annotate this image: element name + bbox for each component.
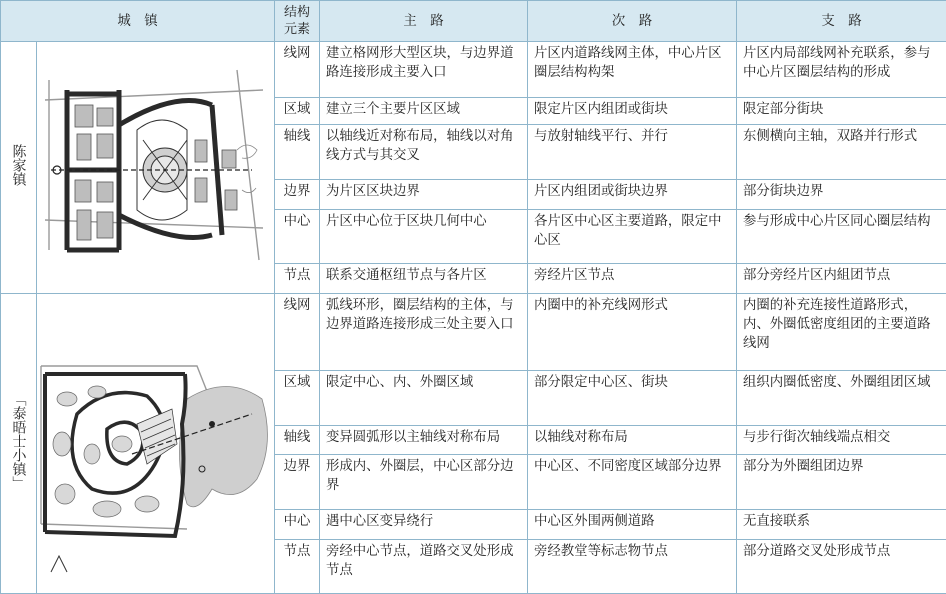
branch-road-cell: 内圈的补充连接性道路形式，内、外圈低密度组团的主要道路线网 [737,294,946,371]
main-road-cell: 变异圆弧形以主轴线对称布局 [320,425,528,454]
element-cell: 中心 [275,509,320,539]
secondary-road-cell: 以轴线对称布局 [528,425,737,454]
main-road-cell: 形成内、外圈层，中心区部分边界 [320,454,528,509]
element-cell: 轴线 [275,425,320,454]
element-cell: 线网 [275,42,320,98]
secondary-road-cell: 中心区、不同密度区域部分边界 [528,454,737,509]
secondary-road-cell: 各片区中心区主要道路，限定中心区 [528,209,737,264]
main-road-cell: 片区中心位于区块几何中心 [320,209,528,264]
secondary-road-cell: 限定片区内组团或街块 [528,97,737,124]
secondary-road-cell: 部分限定中心区、街块 [528,370,737,425]
branch-road-cell: 参与形成中心片区同心圈层结构 [737,209,946,264]
branch-road-cell: 限定部分街块 [737,97,946,124]
branch-road-cell: 东侧横向主轴，双路并行形式 [737,125,946,180]
secondary-road-cell: 中心区外围两侧道路 [528,509,737,539]
secondary-road-cell: 片区内组团或街块边界 [528,180,737,210]
secondary-road-cell: 旁经片区节点 [528,264,737,294]
secondary-road-cell: 片区内道路线网主体，中心片区圈层结构构架 [528,42,737,98]
branch-road-cell: 与步行街次轴线端点相交 [737,425,946,454]
chenjia-map [37,42,275,294]
main-road-cell: 以轴线近对称布局，轴线以对角线方式与其交叉 [320,125,528,180]
main-road-cell: 弧线环形，圈层结构的主体，与边界道路连接形成三处主要入口 [320,294,528,371]
element-cell: 区域 [275,97,320,124]
main-road-cell: 联系交通枢纽节点与各片区 [320,264,528,294]
main-road-cell: 限定中心、内、外圈区域 [320,370,528,425]
element-cell: 线网 [275,294,320,371]
header-branch-road: 支 路 [737,1,946,42]
branch-road-cell: 部分为外圈组团边界 [737,454,946,509]
element-cell: 节点 [275,264,320,294]
header-row [1,1,946,42]
header-secondary-road: 次 路 [528,1,737,42]
secondary-road-cell: 内圈中的补充线网形式 [528,294,737,371]
element-cell: 轴线 [275,125,320,180]
town-name-chenjia: 陈家镇 [1,42,37,294]
main-road-cell: 为片区区块边界 [320,180,528,210]
branch-road-cell: 片区内局部线网补充联系，参与中心片区圈层结构的形成 [737,42,946,98]
element-cell: 边界 [275,180,320,210]
header-element: 结构元素 [275,1,320,42]
branch-road-cell: 组织内圈低密度、外圈组团区域 [737,370,946,425]
branch-road-cell: 部分旁经片区内組团节点 [737,264,946,294]
table-row [1,294,946,371]
branch-road-cell: 无直接联系 [737,509,946,539]
branch-road-cell: 部分道路交叉处形成节点 [737,539,946,593]
element-cell: 边界 [275,454,320,509]
table-row [1,42,946,98]
town-name-thames: 「泰晤士小镇」 [1,294,37,594]
element-cell: 区域 [275,370,320,425]
element-cell: 节点 [275,539,320,593]
branch-road-cell: 部分街块边界 [737,180,946,210]
secondary-road-cell: 旁经教堂等标志物节点 [528,539,737,593]
thames-map [37,294,275,594]
header-main-road: 主 路 [320,1,528,42]
secondary-road-cell: 与放射轴线平行、并行 [528,125,737,180]
main-road-cell: 建立格网形大型区块，与边界道路连接形成主要入口 [320,42,528,98]
main-road-cell: 遇中心区变异绕行 [320,509,528,539]
main-road-cell: 建立三个主要片区区域 [320,97,528,124]
chenjia-map-image [37,50,273,286]
header-town: 城 镇 [1,1,275,42]
element-cell: 中心 [275,209,320,264]
main-road-cell: 旁经中心节点，道路交叉处形成节点 [320,539,528,593]
thames-map-image [37,304,273,584]
